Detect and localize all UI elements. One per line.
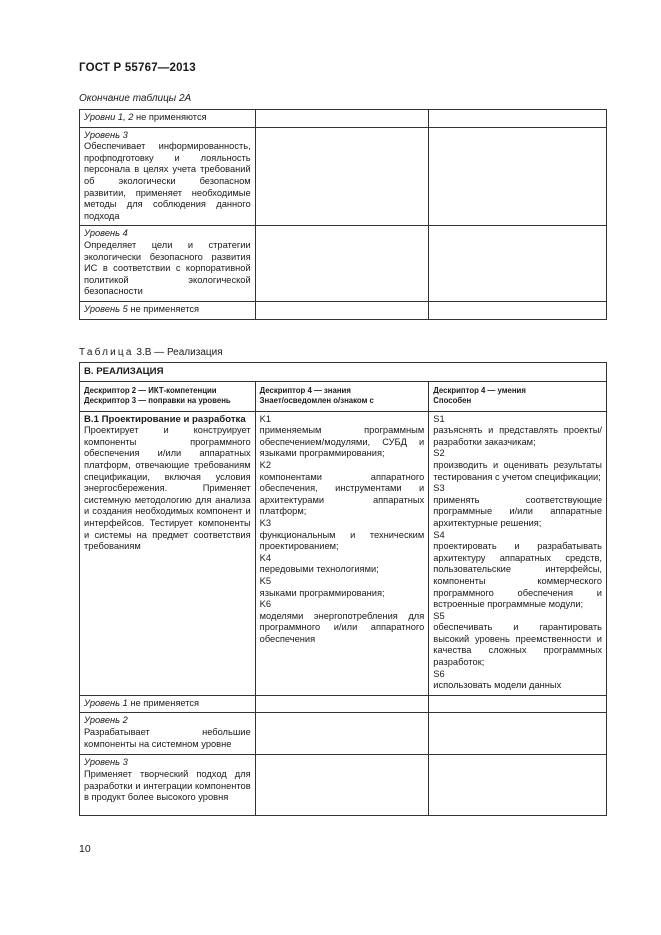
skill-text: применять соответствующие программные и/или аппаратные архитектурные решения; (433, 494, 602, 528)
table-row (80, 411, 607, 695)
empty-cell (429, 695, 607, 713)
skill-code: S1 (433, 413, 445, 424)
table-3b-realization (79, 362, 607, 816)
skill-text: проектировать и разрабатывать архитектуру аппаратных средств, пользовательские интерфейсы, компоненты коммерческого программного обеспечения и встроенные программные модули; (433, 541, 602, 610)
table-row (80, 755, 607, 816)
skill-text: обеспечивать и гарантировать высокий уровень преемственности и качества сложных программных разработок; (433, 622, 602, 668)
level-cell (80, 110, 256, 128)
knowledge-code: K2 (259, 459, 272, 470)
table-row (80, 695, 607, 713)
level-text: не применяется (127, 303, 200, 314)
competence-cell (80, 411, 256, 695)
level-cell (80, 695, 256, 713)
column-header (255, 381, 429, 411)
header-line: Дескриптор 2 — ИКТ-компетенции (84, 385, 217, 395)
level-label: Уровень 2 (84, 715, 128, 726)
knowledge-text: моделями энергопотребления для программного и/или аппаратного обеспечения (259, 610, 425, 644)
empty-cell (255, 755, 429, 816)
level-label: Уровень 3 (84, 757, 128, 768)
header-line: Дескриптор 4 — знания (259, 385, 351, 395)
competence-text: Проектирует и конструирует компоненты программного обеспечения и/или аппаратных платформ, отвечающие требованиям спецификации, включая условия энергосбережения. Применяет системную методологию для анализа и создания необходимых компонент и интерфейсов. Тестирует компоненты и системы на предмет соответствия требованиям (84, 425, 251, 552)
competence-title: B.1 Проектирование и разработка (84, 413, 246, 425)
table-row (80, 127, 607, 226)
empty-cell (255, 713, 429, 755)
level-label: Уровень 3 (84, 129, 128, 140)
skill-code: S4 (433, 529, 445, 540)
level-cell (80, 755, 256, 816)
empty-cell (255, 695, 429, 713)
level-cell (80, 226, 256, 302)
caption-rest: 3.B — Реализация (133, 347, 223, 358)
knowledge-code: K6 (259, 599, 272, 610)
knowledge-code: K1 (259, 413, 272, 424)
knowledge-cell (255, 411, 429, 695)
skill-text: использовать модели данных (433, 680, 562, 691)
level-label: Уровни 1, 2 (84, 112, 134, 122)
empty-cell (429, 713, 607, 755)
header-line: Дескриптор 4 — умения (433, 385, 526, 395)
level-cell (80, 127, 256, 226)
knowledge-text: функциональным и техническим проектированием; (259, 529, 425, 552)
level-cell (80, 713, 256, 755)
empty-cell (255, 226, 429, 302)
empty-cell (429, 755, 607, 816)
skill-text: разъяснять и представлять проекты/разработки заказчикам; (433, 425, 602, 447)
header-line: Дескриптор 3 — поправки на уровень (84, 395, 231, 405)
level-cell (80, 301, 256, 319)
section-title: B. РЕАЛИЗАЦИЯ (80, 363, 607, 382)
knowledge-code: K4 (259, 552, 272, 563)
table-row (80, 110, 607, 128)
level-label: Уровень 1 (84, 697, 128, 708)
table-row (80, 713, 607, 755)
skills-cell (429, 411, 607, 695)
level-label: Уровень 5 (84, 303, 128, 314)
empty-cell (255, 301, 429, 319)
level-text: Применяет творческий подход для разработки и интеграции компонентов в продукт более высокого уровня (84, 769, 251, 803)
table-row (80, 301, 607, 319)
level-text: Определяет цели и стратегии экологически безопасного развития ИС в соответствии с корпоративной политикой экологической безопасности (84, 239, 251, 297)
table2-caption (79, 347, 223, 358)
knowledge-text: передовыми технологиями; (259, 564, 379, 575)
level-label: Уровень 4 (84, 228, 128, 239)
level-text: не применяется (127, 697, 200, 708)
skill-code: S3 (433, 483, 445, 494)
empty-cell (255, 127, 429, 226)
level-text: Разрабатывает небольшие компоненты на системном уровне (84, 727, 251, 749)
document-id: ГОСТ Р 55767—2013 (79, 62, 196, 74)
empty-cell (429, 110, 607, 128)
knowledge-text: компонентами аппаратного обеспечения, инструментами и архитектурами аппаратных платформ; (259, 471, 425, 517)
column-header-row (80, 381, 607, 411)
empty-cell (429, 127, 607, 226)
knowledge-code: K5 (259, 575, 272, 586)
empty-cell (429, 301, 607, 319)
skill-code: S6 (433, 668, 445, 679)
empty-cell (255, 110, 429, 128)
knowledge-text: применяемым программным обеспечением/модулями, СУБД и языками программирования; (259, 425, 425, 459)
caption-word: Таблица (79, 347, 134, 358)
empty-cell (429, 226, 607, 302)
header-line: Знает/осведомлен о/знаком с (259, 395, 374, 405)
page-number: 10 (79, 843, 91, 855)
section-header-row (80, 363, 607, 382)
column-header (429, 381, 607, 411)
knowledge-code: K3 (259, 517, 272, 528)
level-text: Обеспечивает информированность, профподготовку и лояльность персонала в целях учета требований об экологически безопасном развитии, применяет необходимые методы для соблюдения данного подхода (84, 141, 251, 221)
header-line: Способен (433, 395, 472, 405)
skill-code: S5 (433, 610, 445, 621)
skill-code: S2 (433, 448, 445, 459)
table-row (80, 226, 607, 302)
column-header (80, 381, 256, 411)
knowledge-text: языками программирования; (259, 587, 385, 598)
table-2a-end (79, 109, 607, 320)
table1-caption: Окончание таблицы 2А (79, 93, 192, 104)
level-text: не применяются (133, 112, 207, 122)
skill-text: производить и оценивать результаты тестирования с учетом спецификации; (433, 459, 602, 482)
